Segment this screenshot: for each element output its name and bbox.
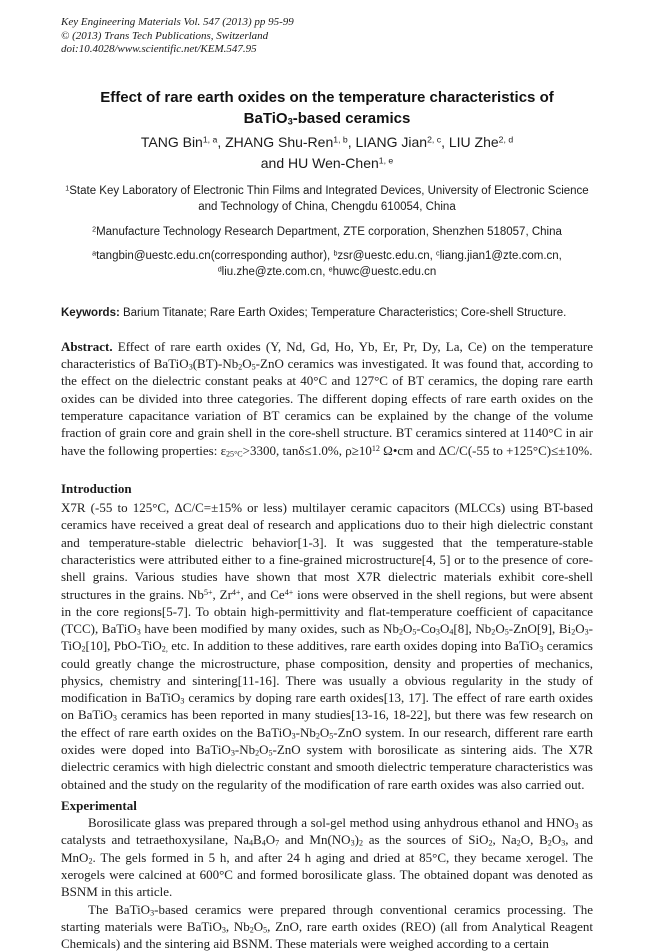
author-line-2: and HU Wen-Chen$^{1, e}$ (260, 154, 394, 171)
keywords-line: Keywords: Barium Titanate; Rare Earth Oxides; Temperature Characteristics; Core-shell Structure. (61, 307, 567, 320)
experimental-paragraph-1: Borosilicate glass was prepared through a sol-gel method using anhydrous ethanol and $HNO_3$ as catalysts and tetraethoxysilane, $Na_4B_4O_7$ and $Mn(NO_3)_2$ as the sources of SiO$_2$, $Na_2O$, $B_2O_3$, and MnO$_2$. The gels formed in 5 h, and after 24 h aging and dried at 85°C, they became xerogel. The xerogels were calcined at 600°C and formed borosilicate glass. The obtained dopant was denoted as BSNM in this article. (61, 815, 593, 900)
copyright-line: © (2013) Trans Tech Publications, Switzerland (61, 29, 269, 42)
experimental-paragraph-2: The BaTiO$_3$-based ceramics were prepared through conventional ceramics processing. The starting materials were BaTiO$_3$, $Nb_2O_5$, ZnO, rare earth oxides (REO) (all from Analytical Reagent Chemicals) and the sintering aid BSNM. These materials were weighed according to a certain (61, 901, 594, 952)
author-emails (61, 248, 593, 280)
paper-title (61, 87, 593, 129)
affiliation-2: $^2$Manufacture Technology Research Department, ZTE corporation, Shenzhen 518057, China (92, 225, 562, 239)
email-line-2: $^d$liu.zhe@zte.com.cn, $^e$huwc@uestc.edu.cn (217, 265, 437, 279)
doi-line: doi:10.4028/www.scientific.net/KEM.547.95 (61, 43, 257, 56)
section-heading-introduction: Introduction (61, 480, 132, 496)
introduction-paragraph: X7R (-55 to 125°C, ΔC/C=±15% or less) multilayer ceramic capacitors (MLCCs) using BT-based ceramics have received a great deal of research and applications duo to their high dielectric constant and temperature-stable dielectric behavior[1-3]. It was suggested that the temperature-stable characteristics were attributed either to a fine-grained microstructure[4, 5] or to the presence of core-shell grains. Various studies have shown that most X7R dielectric materials exhibit core-shell structures in the grains. $Nb^{5+}$, $Zr^{4+}$, and $Ce^{4+}$ ions were observed in the shell regions, but were absent in the core regions[5-7]. To obtain high-permittivity and flat-temperature coefficient of capacitance (TCC), BaTiO$_3$ have been modified by many oxides, such as $Nb_2O_5-Co_3O_4[8]$, $Nb_2O_5-ZnO[9]$, $Bi_2O_3-TiO_2[10]$, PbO-TiO$_{2,}$ etc. In addition to these additives, rare earth oxides doping into BaTiO$_3$ ceramics could greatly change the microstructure, phase composition, density and properties of mechanics, physics, chemistry and sintering[11-16]. There was usually a obvious regularity in the study of modification in BaTiO$_3$ ceramics by doping rare earth oxides[13, 17]. The effect of rare earth oxides on BaTiO$_3$ ceramics has been reported in many studies[13-16, 18-22], but there was few research on the effect of rare earth oxides on the $BaTiO_3-Nb_2O_5$-ZnO system. In our research, different rare earth oxides were doped into $BaTiO_3-Nb_2O_5$-ZnO system with borosilicate as sintering aids. The X7R dielectric ceramics with high dielectric constant and smooth dielectric temperature characteristics was obtained and the study on the regularity of the modification of rare earth oxides was also carried out. (61, 500, 594, 792)
affiliation-1: $^1$State Key Laboratory of Electronic Thin Films and Integrated Devices, University of Electronic Science and Technology of China, Chengdu 610054, China (65, 184, 589, 213)
section-heading-experimental: Experimental (61, 797, 137, 813)
journal-line: Key Engineering Materials Vol. 547 (2013) pp 95-99 (61, 16, 294, 28)
author-line-1: TANG Bin$^{1, a}$, ZHANG Shu-Ren$^{1, b}$, LIANG Jian$^{2, c}$, LIU Zhe$^{2, d}$ (140, 133, 514, 150)
abstract-paragraph: Abstract. Effect of rare earth oxides (Y, Nd, Gd, Ho, Yb, Er, Pr, Dy, La, Ce) on the temperature characteristics of $BaTiO_3(BT)-Nb_2O_5$-ZnO ceramics was investigated. It was found that, according to the effect on the dielectric constant peaks at 40°C and 127°C of BT ceramics, the doping rare earth oxides can be divided into three categories. The different doping effects of rare earth oxides on the temperature capacitance variation of BT ceramics can be explained by the change of the volume fraction of grain core and grain shell in the core-shell structure. BT ceramics sintered at 1140°C in air have the following properties: $\varepsilon_{25^\circ C}>3300$, tanδ≤1.0%, $\rho\ge 10^{12}$ Ω•cm and ΔC/C(-55 to +125°C)≤±10%. (61, 338, 593, 458)
email-line-1: $^a$tangbin@uestc.edu.cn(corresponding author), $^b$zsr@uestc.edu.cn, $^c$liang.jian1@zte.com.cn, (92, 249, 562, 263)
paper-title-line-1: Effect of rare earth oxides on the temperature characteristics of (100, 88, 554, 106)
paper-title-line-2: BaTiO$_3$-based ceramics (243, 109, 411, 127)
publication-header (61, 16, 593, 57)
author-list (61, 132, 593, 174)
